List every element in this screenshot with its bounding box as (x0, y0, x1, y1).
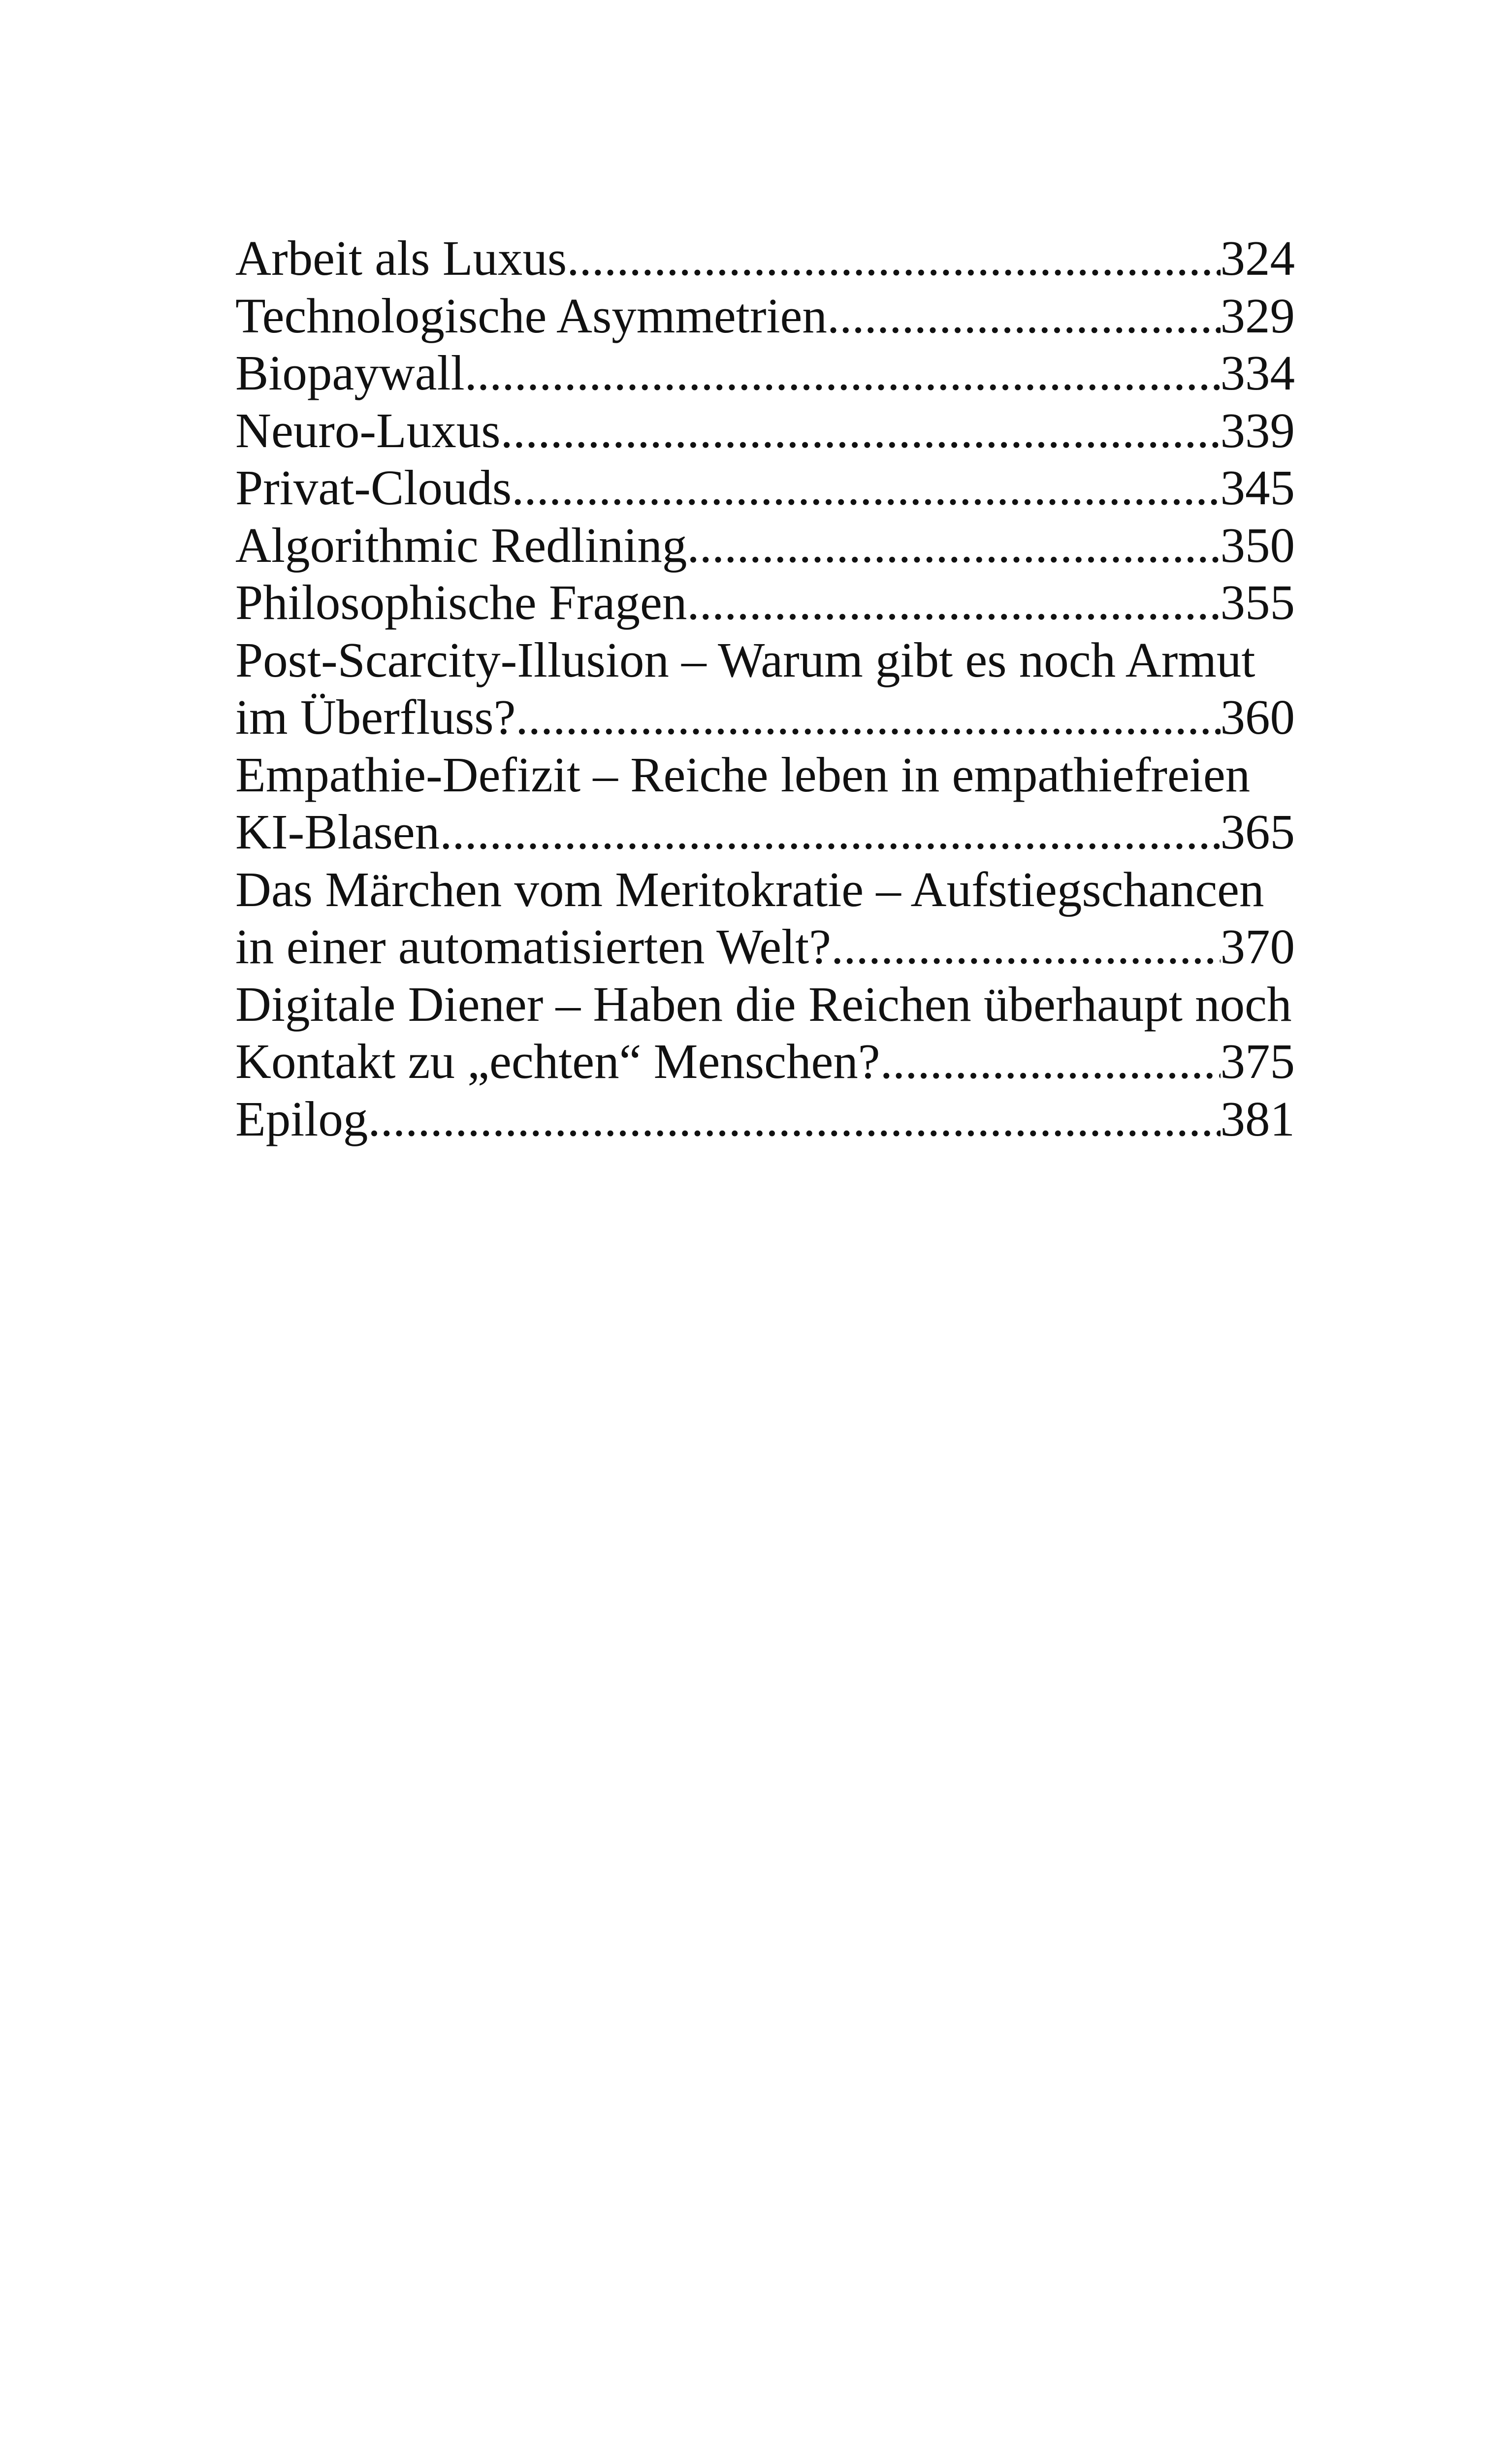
toc-entry (235, 459, 1295, 517)
toc-entry-line (235, 688, 1295, 746)
toc-leader-dots (515, 688, 1220, 746)
toc-entry (235, 976, 1295, 1090)
toc-entry-line (235, 1090, 1295, 1148)
toc-entry (235, 402, 1295, 459)
toc-entry-title: Technologische Asymmetrien (235, 288, 827, 343)
toc-entry (235, 229, 1295, 287)
table-of-contents (235, 229, 1295, 1147)
toc-page-number: 345 (1220, 460, 1295, 515)
toc-page-number: 334 (1220, 345, 1295, 400)
toc-entry-title-first-line: Empathie-Defizit – Reiche leben in empathiefreien (235, 747, 1251, 802)
toc-entry-title: Neuro-Luxus (235, 402, 501, 458)
toc-leader-dots (827, 287, 1221, 345)
toc-entry-line (235, 517, 1295, 574)
toc-leader-dots (465, 344, 1221, 402)
toc-entry-title: Privat-Clouds (235, 460, 512, 515)
toc-entry-line (235, 344, 1295, 402)
toc-page-number: 381 (1220, 1091, 1295, 1146)
toc-entry-title: KI-Blasen (235, 804, 440, 859)
toc-entry (235, 574, 1295, 631)
toc-entry (235, 746, 1295, 861)
toc-page-number: 329 (1220, 288, 1295, 343)
toc-page-number: 375 (1220, 1034, 1295, 1089)
toc-page-number: 350 (1220, 517, 1295, 573)
toc-leader-dots (368, 1090, 1220, 1148)
toc-leader-dots (831, 918, 1221, 976)
toc-entry (235, 631, 1295, 746)
toc-entry-title: Algorithmic Redlining (235, 517, 687, 573)
toc-entry-title: Epilog (235, 1091, 368, 1146)
toc-entry-line (235, 459, 1295, 517)
toc-entry (235, 517, 1295, 574)
toc-page-number: 355 (1220, 575, 1295, 630)
toc-entry-title-first-line: Digitale Diener – Haben die Reichen überhaupt noch (235, 976, 1292, 1032)
toc-entry-line (235, 918, 1295, 976)
toc-entry-line (235, 229, 1295, 287)
toc-entry-line (235, 1033, 1295, 1090)
toc-leader-dots (440, 803, 1220, 861)
toc-entry-line (235, 574, 1295, 631)
toc-leader-dots (512, 459, 1220, 517)
toc-page-number: 360 (1220, 689, 1295, 745)
toc-entry-title: Arbeit als Luxus (235, 230, 567, 286)
toc-leader-dots (501, 402, 1221, 459)
toc-entry-title: im Überfluss? (235, 689, 516, 745)
toc-entry-title-first-line: Das Märchen vom Meritokratie – Aufstiegschancen (235, 861, 1264, 917)
toc-entry-line (235, 803, 1295, 861)
toc-entry-title: Philosophische Fragen (235, 575, 687, 630)
toc-leader-dots (567, 229, 1220, 287)
toc-leader-dots (687, 574, 1220, 631)
toc-page-number: 339 (1220, 402, 1295, 458)
toc-entry-line (235, 402, 1295, 459)
toc-page-number: 324 (1220, 230, 1295, 286)
toc-entry-title-first-line: Post-Scarcity-Illusion – Warum gibt es noch Armut (235, 632, 1255, 687)
toc-page-number: 365 (1220, 804, 1295, 859)
toc-entry-line (235, 287, 1295, 345)
toc-entry-title: Kontakt zu „echten“ Menschen? (235, 1034, 880, 1089)
toc-entry (235, 287, 1295, 345)
toc-entry (235, 861, 1295, 976)
toc-leader-dots (687, 517, 1220, 574)
toc-entry (235, 344, 1295, 402)
toc-entry-title: in einer automatisierten Welt? (235, 919, 831, 974)
toc-page-number: 370 (1220, 919, 1295, 974)
toc-entry (235, 1090, 1295, 1148)
toc-leader-dots (880, 1033, 1221, 1090)
toc-entry-title: Biopaywall (235, 345, 465, 400)
